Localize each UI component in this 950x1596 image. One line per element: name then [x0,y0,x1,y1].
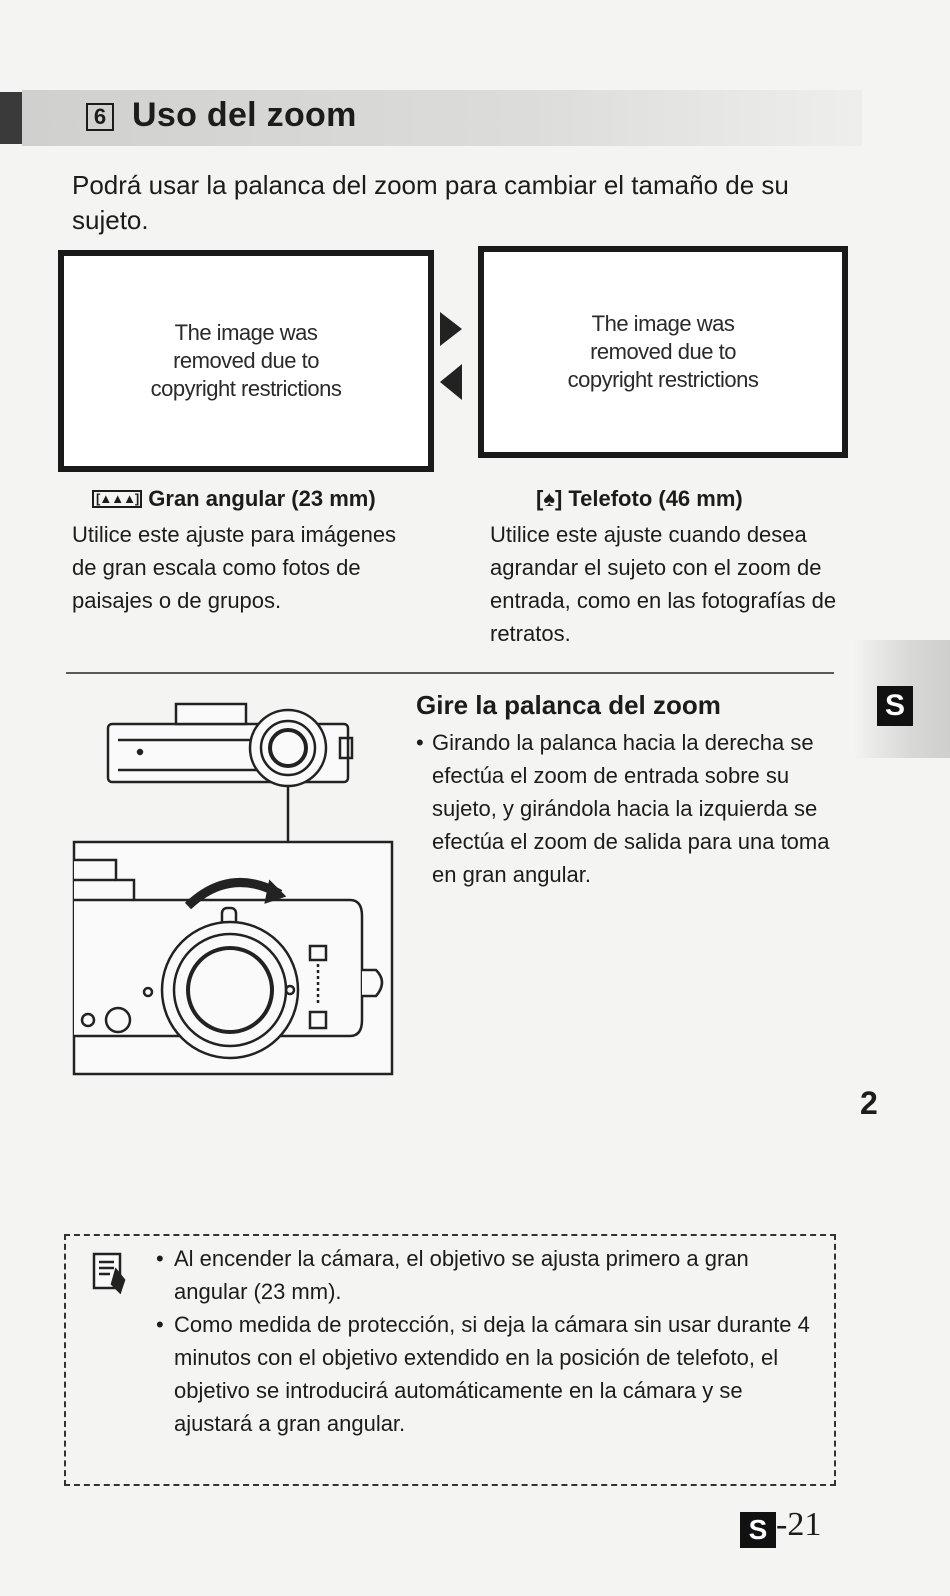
note-icon [90,1250,130,1296]
intro-paragraph: Podrá usar la palanca del zoom para cambiar el tamaño de su sujeto. [72,170,789,235]
telephoto-photo-frame [478,246,848,458]
wide-angle-heading [92,486,376,512]
removed-image-notice: The image was removed due to copyright restrictions [567,311,759,392]
arrow-right-icon [440,312,462,346]
left-edge-bar [0,92,22,144]
language-tab: S [877,686,913,726]
wide-angle-description: Utilice este ajuste para imágenes de gran escala como fotos de paisajes o de grupos. [72,522,397,613]
wide-angle-heading-text: Gran angular (23 mm) [148,486,376,511]
telephoto-description: Utilice este ajuste cuando desea agrandar el sujeto con el zoom de entrada, como en las fotografías de retratos. [490,522,837,646]
wide-angle-icon: [▲▲▲] [92,490,142,508]
note-list [156,1242,816,1440]
telephoto-icon: [♠] [536,486,563,511]
note-item: • Al encender la cámara, el objetivo se ajusta primero a gran angular (23 mm). [156,1242,816,1308]
instruction-item: • Girando la palanca hacia la derecha se efectúa el zoom de entrada sobre su sujeto, y girándola hacia la izquierda se efectúa el zoom de salida para una toma en gran angular. [416,726,836,891]
section-number-box: 6 [86,103,114,131]
page-language-badge: S [740,1512,776,1548]
camera-zoom-lever-illustration [70,690,400,1080]
section-divider [66,672,834,674]
removed-image-notice: The image was removed due to copyright restrictions [150,320,342,401]
note-item: • Como medida de protección, si deja la cámara sin usar durante 4 minutos con el objetivo extendido en la posición de telefoto, el objetivo se introducirá automáticamente en la cámara y se ajustará a gran angular. [156,1308,816,1440]
telephoto-heading [536,486,743,512]
telephoto-heading-text: Telefoto (46 mm) [568,486,743,511]
instruction-list [416,726,836,891]
chapter-number: 2 [860,1085,878,1121]
section-title: Uso del zoom [132,96,357,134]
page-number: -21 [776,1506,822,1543]
wide-angle-photo-frame [58,250,434,472]
instruction-title: Gire la palanca del zoom [416,690,721,720]
arrow-left-icon [440,364,462,400]
